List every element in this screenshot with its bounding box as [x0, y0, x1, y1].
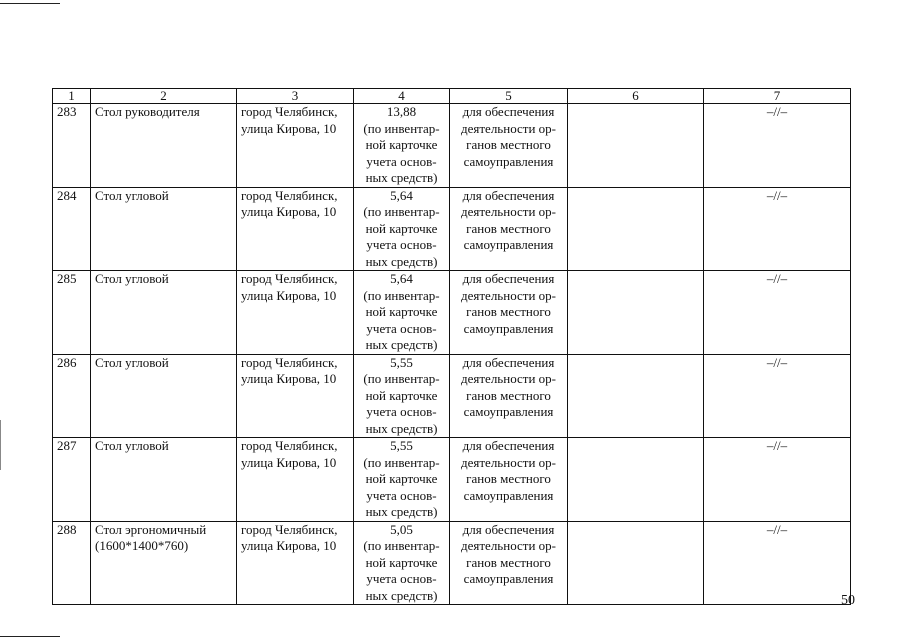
purpose-cell	[450, 354, 568, 438]
ditto-mark: –//–	[766, 104, 788, 119]
value-cell	[354, 187, 450, 271]
address-line: улица Кирова, 10	[241, 371, 337, 386]
purpose-lines	[454, 271, 563, 337]
row-number-cell	[53, 187, 91, 271]
ditto-mark: –//–	[766, 271, 788, 286]
column-header: 6	[568, 89, 704, 104]
purpose-cell	[450, 271, 568, 355]
purpose-line: ганов местного	[466, 137, 551, 152]
purpose-cell	[450, 438, 568, 522]
value-line: учета основ-	[366, 571, 437, 586]
purpose-line: ганов местного	[466, 387, 551, 403]
item-name-lines	[95, 271, 232, 288]
table-row	[53, 521, 851, 605]
ditto-mark: –//–	[766, 354, 788, 370]
value-lines	[358, 104, 445, 187]
address-cell	[237, 521, 354, 605]
purpose-line: ганов местного	[466, 304, 551, 319]
purpose-line: для обеспечения	[462, 354, 555, 370]
row-number: 285	[57, 271, 77, 286]
column-6-cell	[568, 438, 704, 522]
purpose-line: самоуправления	[463, 320, 554, 336]
address-line: город Челябинск,	[241, 438, 338, 453]
column-header: 4	[354, 89, 450, 104]
purpose-lines	[454, 188, 563, 254]
value-cell	[354, 521, 450, 605]
value-line: ных средств)	[365, 587, 438, 603]
address-line: город Челябинск,	[241, 521, 338, 537]
table-row	[53, 104, 851, 188]
value-line: учета основ-	[366, 320, 437, 336]
value-line: учета основ-	[366, 153, 437, 169]
scan-mark-bottom-left	[0, 636, 60, 637]
item-name-cell	[91, 354, 237, 438]
value-cell	[354, 438, 450, 522]
purpose-line: для обеспечения	[462, 271, 555, 286]
address-line: улица Кирова, 10	[241, 120, 337, 136]
item-name-lines	[95, 522, 232, 555]
purpose-line: деятельности ор-	[461, 287, 556, 303]
ditto-mark: –//–	[766, 438, 788, 453]
address-line: город Челябинск,	[241, 187, 338, 203]
purpose-line: деятельности ор-	[461, 538, 556, 553]
item-name-line: Стол угловой	[95, 271, 169, 286]
row-number-cell	[53, 271, 91, 355]
value-line: ных средств)	[365, 504, 438, 519]
value-cell	[354, 354, 450, 438]
value-line: ных средств)	[365, 420, 438, 436]
row-number: 284	[57, 187, 77, 203]
address-lines	[241, 522, 349, 555]
value-line: 13,88	[386, 104, 417, 119]
item-name-lines	[95, 355, 232, 372]
item-name-cell	[91, 104, 237, 188]
address-line: улица Кирова, 10	[241, 454, 337, 470]
purpose-cell	[450, 521, 568, 605]
scan-mark-top-left	[0, 3, 60, 4]
item-name-line: Стол угловой	[95, 187, 169, 203]
address-cell	[237, 187, 354, 271]
row-number-cell	[53, 438, 91, 522]
item-name-line: Стол угловой	[95, 354, 169, 370]
item-name-cell	[91, 521, 237, 605]
row-number-cell	[53, 521, 91, 605]
value-line: ной карточке	[365, 387, 438, 403]
item-name-line: Стол угловой	[95, 438, 169, 453]
purpose-line: самоуправления	[463, 237, 554, 252]
address-line: улица Кирова, 10	[241, 538, 337, 553]
value-line: ных средств)	[365, 170, 438, 185]
ditto-cell	[704, 104, 851, 188]
address-line: улица Кирова, 10	[241, 287, 337, 303]
column-header: 2	[91, 89, 237, 104]
purpose-line: деятельности ор-	[461, 120, 556, 136]
table-row	[53, 187, 851, 271]
purpose-lines	[454, 522, 563, 588]
scan-mark-left-edge	[0, 420, 1, 470]
value-lines	[358, 438, 445, 521]
ditto-cell	[704, 271, 851, 355]
value-cell	[354, 271, 450, 355]
address-cell	[237, 438, 354, 522]
table-row	[53, 354, 851, 438]
purpose-line: самоуправления	[463, 404, 554, 419]
address-line: город Челябинск,	[241, 271, 338, 286]
address-lines	[241, 104, 349, 137]
ditto-mark: –//–	[766, 187, 788, 203]
purpose-line: самоуправления	[463, 153, 554, 169]
purpose-cell	[450, 104, 568, 188]
purpose-line: деятельности ор-	[461, 454, 556, 470]
purpose-line: деятельности ор-	[461, 204, 556, 219]
item-name-cell	[91, 187, 237, 271]
item-name-cell	[91, 271, 237, 355]
item-name-lines	[95, 438, 232, 455]
column-6-cell	[568, 354, 704, 438]
value-line: ной карточке	[365, 554, 438, 570]
purpose-line: самоуправления	[463, 571, 554, 586]
purpose-line: деятельности ор-	[461, 371, 556, 386]
address-line: город Челябинск,	[241, 354, 338, 370]
address-cell	[237, 104, 354, 188]
purpose-line: для обеспечения	[462, 438, 555, 453]
value-line: ных средств)	[365, 253, 438, 269]
table-row	[53, 438, 851, 522]
value-line: (по инвентар-	[363, 204, 440, 219]
value-line: 5,55	[390, 438, 413, 453]
item-name-line: Стол эргономичный	[95, 521, 207, 537]
address-lines	[241, 355, 349, 388]
purpose-line: для обеспечения	[462, 104, 555, 119]
table-row	[53, 271, 851, 355]
item-name-lines	[95, 104, 232, 121]
row-number: 286	[57, 354, 77, 370]
value-line: учета основ-	[366, 237, 437, 252]
value-line: ной карточке	[365, 220, 438, 236]
item-name-lines	[95, 188, 232, 205]
ditto-cell	[704, 438, 851, 522]
header-row	[53, 89, 851, 104]
value-line: ной карточке	[365, 471, 438, 486]
value-line: (по инвентар-	[363, 120, 440, 136]
address-lines	[241, 271, 349, 304]
item-name-cell	[91, 438, 237, 522]
column-6-cell	[568, 187, 704, 271]
row-number: 283	[57, 104, 77, 119]
purpose-line: для обеспечения	[462, 187, 555, 203]
item-name-line: (1600*1400*760)	[95, 538, 189, 553]
purpose-line: самоуправления	[463, 487, 554, 503]
column-header: 5	[450, 89, 568, 104]
ditto-mark: –//–	[766, 521, 788, 537]
value-line: (по инвентар-	[363, 287, 440, 303]
value-line: ной карточке	[365, 304, 438, 319]
ditto-cell	[704, 354, 851, 438]
registry-table	[52, 88, 851, 605]
value-cell	[354, 104, 450, 188]
value-line: ных средств)	[365, 337, 438, 352]
value-lines	[358, 271, 445, 354]
value-line: (по инвентар-	[363, 371, 440, 386]
value-line: 5,64	[390, 271, 413, 286]
page-number: 50	[841, 593, 855, 608]
value-lines	[358, 522, 445, 605]
column-header: 3	[237, 89, 354, 104]
value-line: 5,55	[390, 354, 413, 370]
purpose-lines	[454, 104, 563, 170]
value-line: 5,64	[390, 187, 413, 203]
value-line: учета основ-	[366, 487, 437, 503]
row-number: 287	[57, 438, 77, 453]
ditto-cell	[704, 521, 851, 605]
purpose-line: ганов местного	[466, 471, 551, 486]
column-6-cell	[568, 104, 704, 188]
address-line: улица Кирова, 10	[241, 204, 337, 219]
purpose-cell	[450, 187, 568, 271]
row-number-cell	[53, 104, 91, 188]
column-header: 7	[704, 89, 851, 104]
value-line: учета основ-	[366, 404, 437, 419]
value-line: (по инвентар-	[363, 454, 440, 470]
purpose-lines	[454, 438, 563, 504]
address-cell	[237, 354, 354, 438]
value-lines	[358, 355, 445, 438]
row-number: 288	[57, 521, 77, 537]
item-name-line: Стол руководителя	[95, 104, 200, 119]
column-header: 1	[53, 89, 91, 104]
row-number-cell	[53, 354, 91, 438]
value-line: ной карточке	[365, 137, 438, 152]
purpose-line: ганов местного	[466, 220, 551, 236]
address-line: город Челябинск,	[241, 104, 338, 119]
column-6-cell	[568, 521, 704, 605]
value-line: 5,05	[390, 521, 413, 537]
address-cell	[237, 271, 354, 355]
value-line: (по инвентар-	[363, 538, 440, 553]
value-lines	[358, 188, 445, 271]
column-6-cell	[568, 271, 704, 355]
purpose-line: для обеспечения	[462, 521, 555, 537]
purpose-line: ганов местного	[466, 554, 551, 570]
purpose-lines	[454, 355, 563, 421]
ditto-cell	[704, 187, 851, 271]
address-lines	[241, 438, 349, 471]
address-lines	[241, 188, 349, 221]
